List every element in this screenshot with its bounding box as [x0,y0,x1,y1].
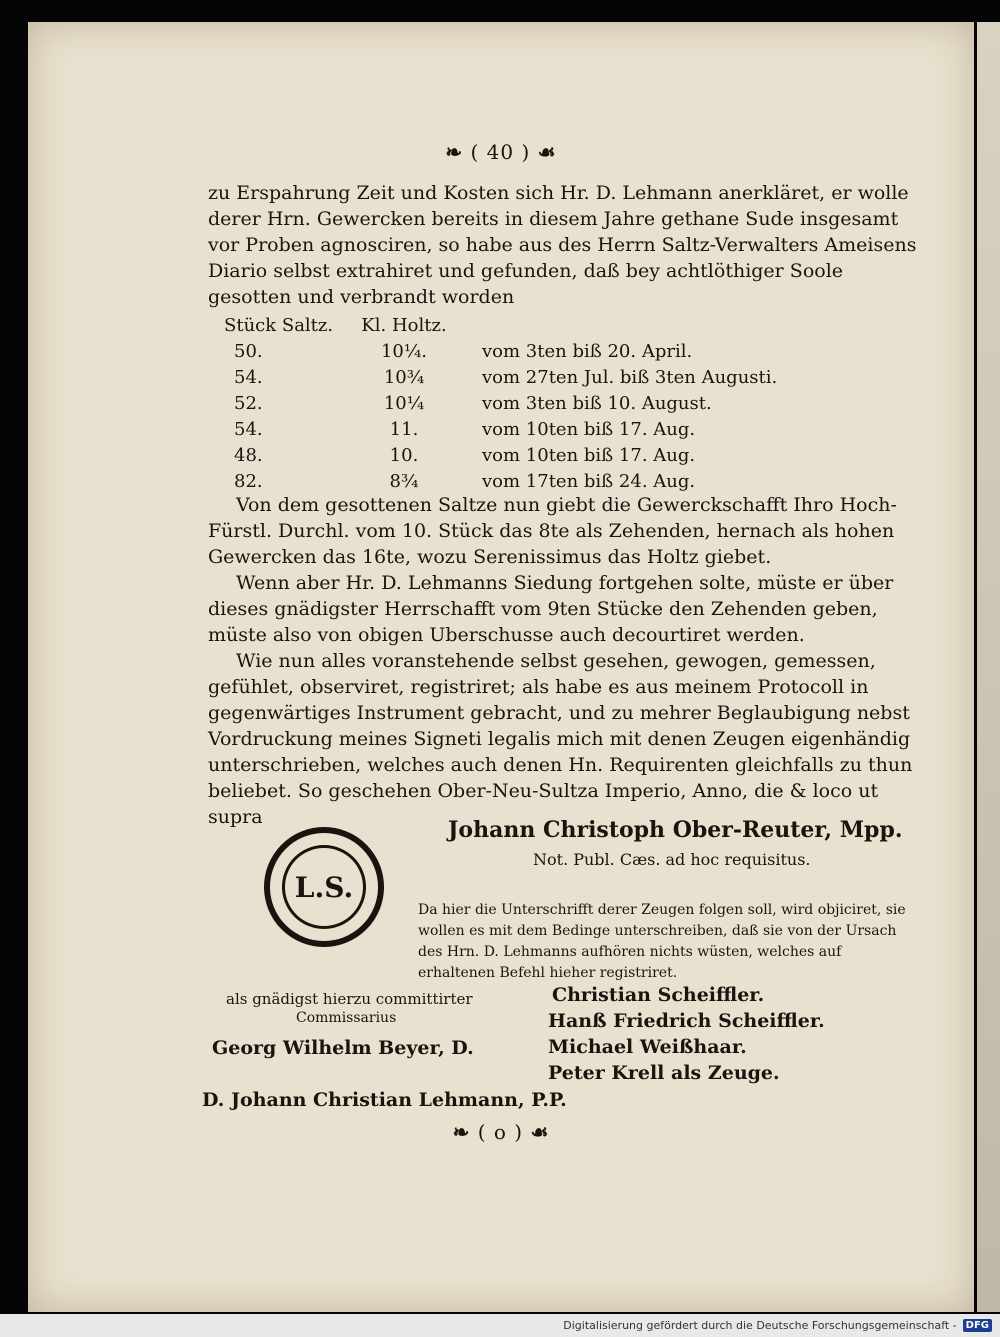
table-cell-salt: 48. [234,444,263,466]
signature-beyer: Georg Wilhelm Beyer, D. [212,1037,474,1059]
ornament-right-bottom: ☙ [530,1120,550,1144]
table-cell-wood: 11. [389,418,419,440]
notary-signature: Johann Christoph Ober-Reuter, Mpp. [448,817,903,843]
table-cell-salt: 82. [234,470,263,492]
table-cell-wood: 8¾ [389,470,419,492]
table-cell-wood: 10¾ [383,366,425,388]
table-cell-period: vom 10ten biß 17. Aug. [482,444,696,466]
witness-1: Christian Scheiffler. [552,984,765,1006]
paragraph-2: Von dem gesottenen Saltze nun giebt die Gewerckschafft Ihro Hoch-Fürstl. Durchl. vom 10. Stück das 8te als Zehenden, hernach als hohen Gewercken das 16te, wozu Serenissimus das Holtz giebet. [208,494,897,568]
seal-text: L.S. [282,845,366,929]
table-cell-period: vom 3ten biß 10. August. [482,392,712,414]
page-number: ( 40 ) [470,140,531,164]
witness-2: Hanß Friedrich Scheiffler. [548,1010,825,1032]
table-cell-salt: 52. [234,392,263,414]
ornament-left: ❧ [445,140,464,164]
table-row [224,364,864,390]
table-header [224,312,864,338]
footer-text: Digitalisierung gefördert durch die Deutsche Forschungsgemeinschaft - [563,1319,957,1332]
table-cell-wood: 10. [389,444,419,466]
table-cell-salt: 54. [234,366,263,388]
witness-4: Peter Krell als Zeuge. [548,1062,780,1084]
table-body [224,338,864,494]
salt-wood-table [224,312,864,494]
scan-edge-strip [977,22,1000,1312]
table-cell-salt: 54. [234,418,263,440]
table-row [224,338,864,364]
paragraph-4: Wie nun alles voranstehende selbst gesehen, gewogen, gemessen, gefühlet, observiret, registriret; als habe es aus meinem Protocoll in gegenwärtiges Instrument gebracht, und zu mehrer Beglaubigung nebst Vordruckung meines Signeti legalis mich mit denen Zeugen eigenhändig unterschrieben, welches auch denen Hn. Requirenten gleichfalls zu thun beliebet. So geschehen Ober-Neu-Sultza Imperio, Anno, die & loco ut supra [208,650,913,828]
notary-title: Not. Publ. Cæs. ad hoc requisitus. [533,850,811,869]
table-cell-wood: 10¼ [383,392,425,414]
table-row [224,442,864,468]
witness-3: Michael Weißhaar. [548,1036,747,1058]
seal-stamp [264,827,384,947]
table-row [224,416,864,442]
commission-line: als gnädigst hierzu committirter [226,990,473,1008]
table-row [224,468,864,494]
col-header-salt: Stück Saltz. [224,314,334,336]
col-header-wood: Kl. Holtz. [361,314,447,336]
ornament-left-bottom: ❧ [452,1120,471,1144]
signature-lehmann: D. Johann Christian Lehmann, P.P. [202,1089,567,1111]
table-cell-period: vom 10ten biß 17. Aug. [482,418,696,440]
body-paragraphs-2-4 [208,492,928,830]
scanned-page [28,22,974,1312]
table-cell-wood: 10¼. [380,340,428,362]
body-paragraph-1: zu Erspahrung Zeit und Kosten sich Hr. D. Lehmann anerkläret, er wolle derer Hrn. Gewercken bereits in diesem Jahre gethane Sude insgesamt vor Proben agnosciren, so habe aus des Herrn Saltz-Verwalters Ameisens Diario selbst extrahiret und gefunden, daß bey achtlöthiger Soole gesotten und verbrandt worden [208,182,917,308]
table-row [224,390,864,416]
table-cell-salt: 50. [234,340,263,362]
paragraph-3: Wenn aber Hr. D. Lehmanns Siedung fortgehen solte, müste er über dieses gnädigster Herrschafft vom 9ten Stücke den Zehenden geben, müste also von obigen Uberschusse auch decourtiret werden. [208,572,894,646]
table-cell-period: vom 27ten Jul. biß 3ten Augusti. [482,366,778,388]
table-cell-period: vom 17ten biß 24. Aug. [482,470,696,492]
page-footer-mark: ❧ ( o ) ☙ [452,1120,550,1144]
objection-note: Da hier die Unterschrifft derer Zeugen folgen soll, wird objiciret, sie wollen es mit dem Bedinge unterschreiben, daß sie von der Ursach des Hrn. D. Lehmanns aufhören nichts wüsten, welches auf erhaltenen Befehl hieher registriret. [418,902,906,981]
table-cell-period: vom 3ten biß 20. April. [482,340,693,362]
digitization-footer [0,1314,1000,1337]
ornament-right: ☙ [537,140,557,164]
dfg-logo: DFG [963,1319,992,1332]
commissarius-label: Commissarius [296,1010,397,1026]
page-header [28,140,974,164]
